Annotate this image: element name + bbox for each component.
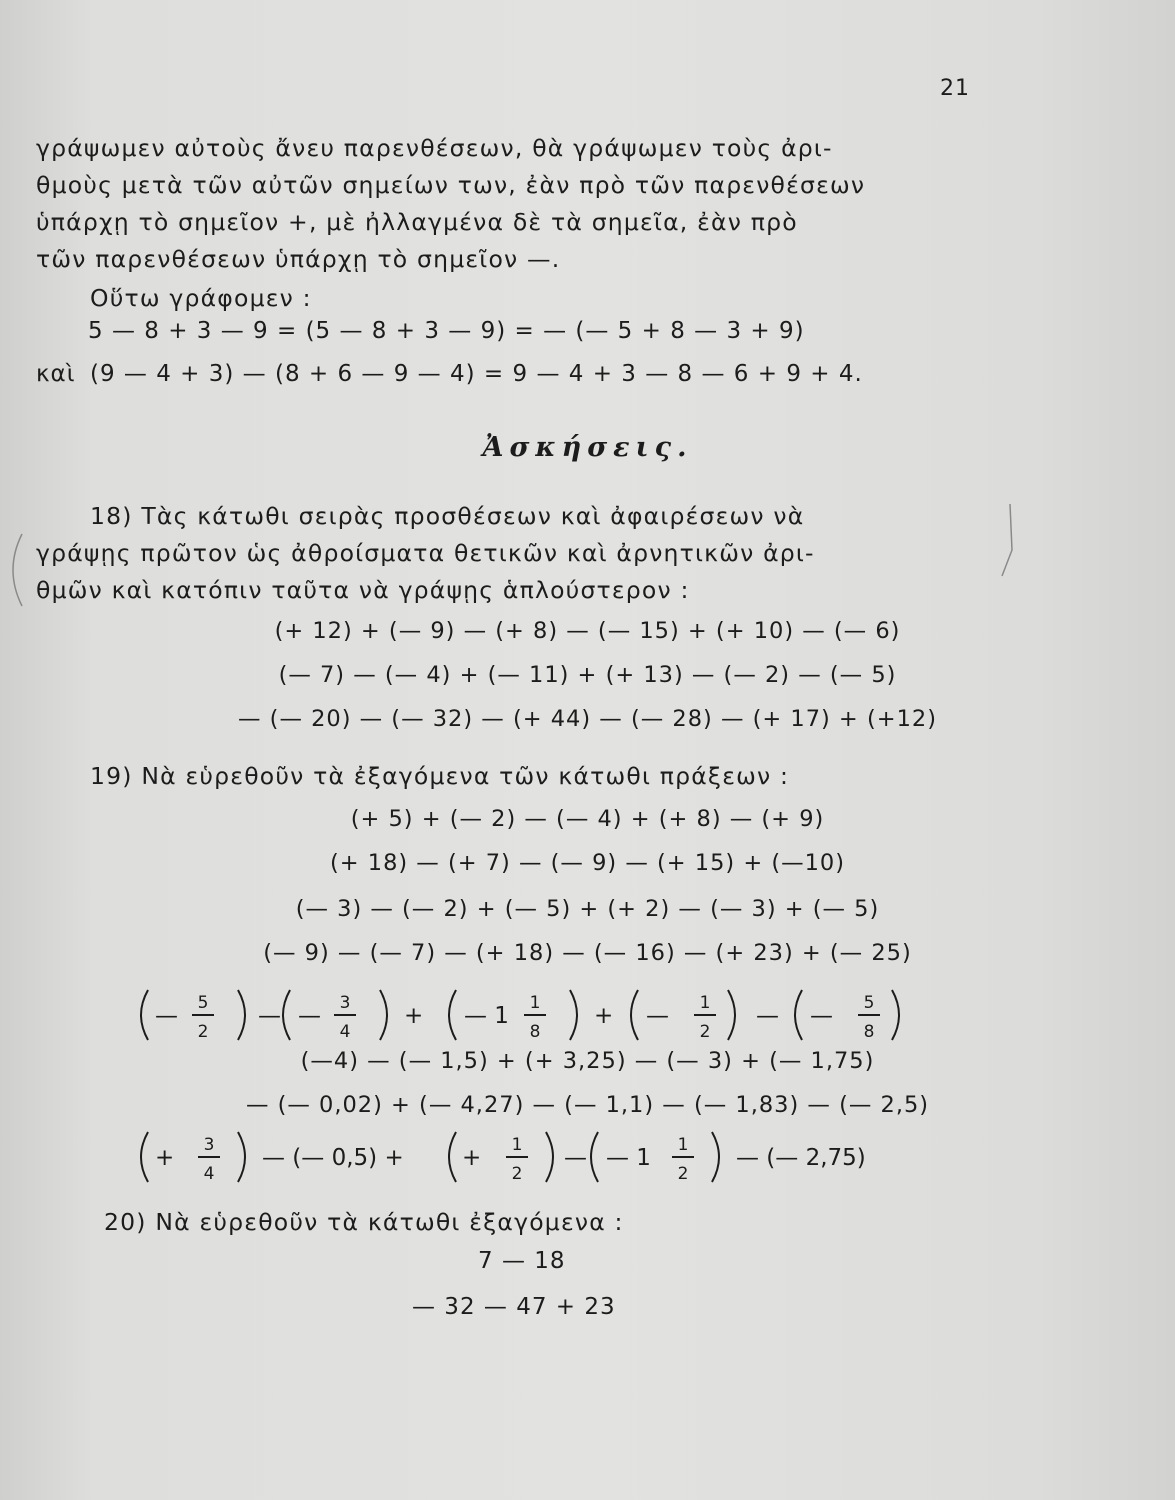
frac1-e-den: 8	[863, 1022, 875, 1042]
frac1-b-num: 3	[339, 993, 351, 1013]
frac2-b-num: 1	[511, 1135, 523, 1155]
margin-bracket-right-icon	[996, 500, 1026, 580]
exercise-19-expr-6: — (— 0,02) + (— 4,27) — (— 1,1) — (— 1,83) — (— 2,5)	[245, 1092, 930, 1118]
frac1-d-num: 1	[699, 993, 711, 1013]
frac2-sign-a: +	[155, 1145, 175, 1171]
example-equation-2: (9 — 4 + 3) — (8 + 6 — 9 — 4) = 9 — 4 + 3 — 8 — 6 + 9 + 4.	[90, 361, 863, 387]
frac2-a-num: 3	[203, 1135, 215, 1155]
exercise-19-fraction-expr-1	[0, 982, 1175, 1048]
exercise-19-expr-1: (+ 5) + (— 2) — (— 4) + (+ 8) — (+ 9)	[350, 806, 825, 832]
frac1-sign-e: —	[810, 1003, 833, 1029]
text-line: θμῶν καὶ κατόπιν ταῦτα νὰ γράψῃς ἁπλούστερον :	[36, 576, 690, 604]
frac1-a-num: 5	[197, 993, 209, 1013]
exercise-19-expr-3: (— 3) — (— 2) + (— 5) + (+ 2) — (— 3) + (— 5)	[295, 896, 880, 922]
frac2-c-den: 2	[677, 1164, 689, 1184]
exercise-19-expr-5: (—4) — (— 1,5) + (+ 3,25) — (— 3) + (— 1,75)	[300, 1048, 875, 1074]
exercise-18-expr-2: (— 7) — (— 4) + (— 11) + (+ 13) — (— 2) — (— 5)	[278, 662, 897, 688]
frac1-d-den: 2	[699, 1022, 711, 1042]
frac1-sign-c: — 1	[464, 1003, 509, 1029]
frac2-op2: —	[564, 1145, 587, 1171]
example-equation-1: 5 — 8 + 3 — 9 = (5 — 8 + 3 — 9) = — (— 5 + 8 — 3 + 9)	[88, 318, 805, 344]
frac2-c-num: 1	[677, 1135, 689, 1155]
text-line: γράψωμεν αὐτοὺς ἄνευ παρενθέσεων, θὰ γράψωμεν τοὺς ἀρι-	[36, 134, 833, 162]
frac2-b-den: 2	[511, 1164, 523, 1184]
example-intro	[36, 280, 981, 317]
exercises-heading: Ἀσκήσεις.	[482, 432, 693, 463]
frac1-sign-b: —	[298, 1003, 321, 1029]
exercise-20-expr-2: — 32 — 47 + 23	[412, 1294, 616, 1320]
frac1-c-den: 8	[529, 1022, 541, 1042]
exercise-20-text	[36, 1204, 981, 1241]
frac1-e-num: 5	[863, 993, 875, 1013]
frac1-op3: +	[594, 1003, 614, 1029]
frac1-a-den: 2	[197, 1022, 209, 1042]
frac1-sign-d: —	[646, 1003, 669, 1029]
frac2-mid: — (— 0,5) +	[262, 1145, 404, 1171]
text-line: ὑπάρχῃ τὸ σημεῖον +, μὲ ἠλλαγμένα δὲ τὰ σημεῖα, ἐὰν πρὸ	[36, 208, 798, 236]
frac1-c-num: 1	[529, 993, 541, 1013]
text-line: θμοὺς μετὰ τῶν αὐτῶν σημείων των, ἐὰν πρὸ τῶν παρενθέσεων	[36, 171, 866, 199]
frac2-sign-c: — 1	[606, 1145, 651, 1171]
intro-paragraph	[36, 130, 981, 278]
frac1-sign-a: —	[155, 1003, 178, 1029]
margin-bracket-left-icon	[0, 530, 30, 610]
exercise-18-expr-3: — (— 20) — (— 32) — (+ 44) — (— 28) — (+ 17) + (+12)	[238, 706, 937, 732]
exercise-19-fraction-expr-2	[0, 1124, 1175, 1190]
frac1-b-den: 4	[339, 1022, 351, 1042]
frac2-sign-b: +	[462, 1145, 482, 1171]
frac1-op2: +	[404, 1003, 424, 1029]
frac2-a-den: 4	[203, 1164, 215, 1184]
frac1-op1: —	[258, 1003, 281, 1029]
page-number: 21	[940, 76, 970, 101]
text-line: 18) Τὰς κάτωθι σειρὰς προσθέσεων καὶ ἀφαιρέσεων νὰ	[90, 502, 805, 530]
text-line: γράψῃς πρῶτον ὡς ἀθροίσματα θετικῶν καὶ ἀρνητικῶν ἀρι-	[36, 539, 815, 567]
text-line: 19) Νὰ εὑρεθοῦν τὰ ἐξαγόμενα τῶν κάτωθι πράξεων :	[90, 762, 790, 790]
exercise-20-expr-1: 7 — 18	[478, 1248, 566, 1274]
frac2-tail: — (— 2,75)	[736, 1145, 866, 1171]
exercise-18-expr-1: (+ 12) + (— 9) — (+ 8) — (— 15) + (+ 10) — (— 6)	[274, 618, 901, 644]
example-kai: καὶ	[36, 361, 76, 387]
exercise-19-expr-2: (+ 18) — (+ 7) — (— 9) — (+ 15) + (—10)	[329, 850, 846, 876]
frac1-op4: —	[756, 1003, 779, 1029]
exercise-19-expr-4: (— 9) — (— 7) — (+ 18) — (— 16) — (+ 23) + (— 25)	[263, 940, 912, 966]
exercise-18-text	[36, 498, 981, 609]
example-intro-text: Οὕτω γράφομεν :	[90, 284, 312, 312]
text-line: 20) Νὰ εὑρεθοῦν τὰ κάτωθι ἐξαγόμενα :	[104, 1208, 624, 1236]
text-line: τῶν παρενθέσεων ὑπάρχῃ τὸ σημεῖον —.	[36, 245, 561, 273]
exercise-19-text	[36, 758, 981, 795]
